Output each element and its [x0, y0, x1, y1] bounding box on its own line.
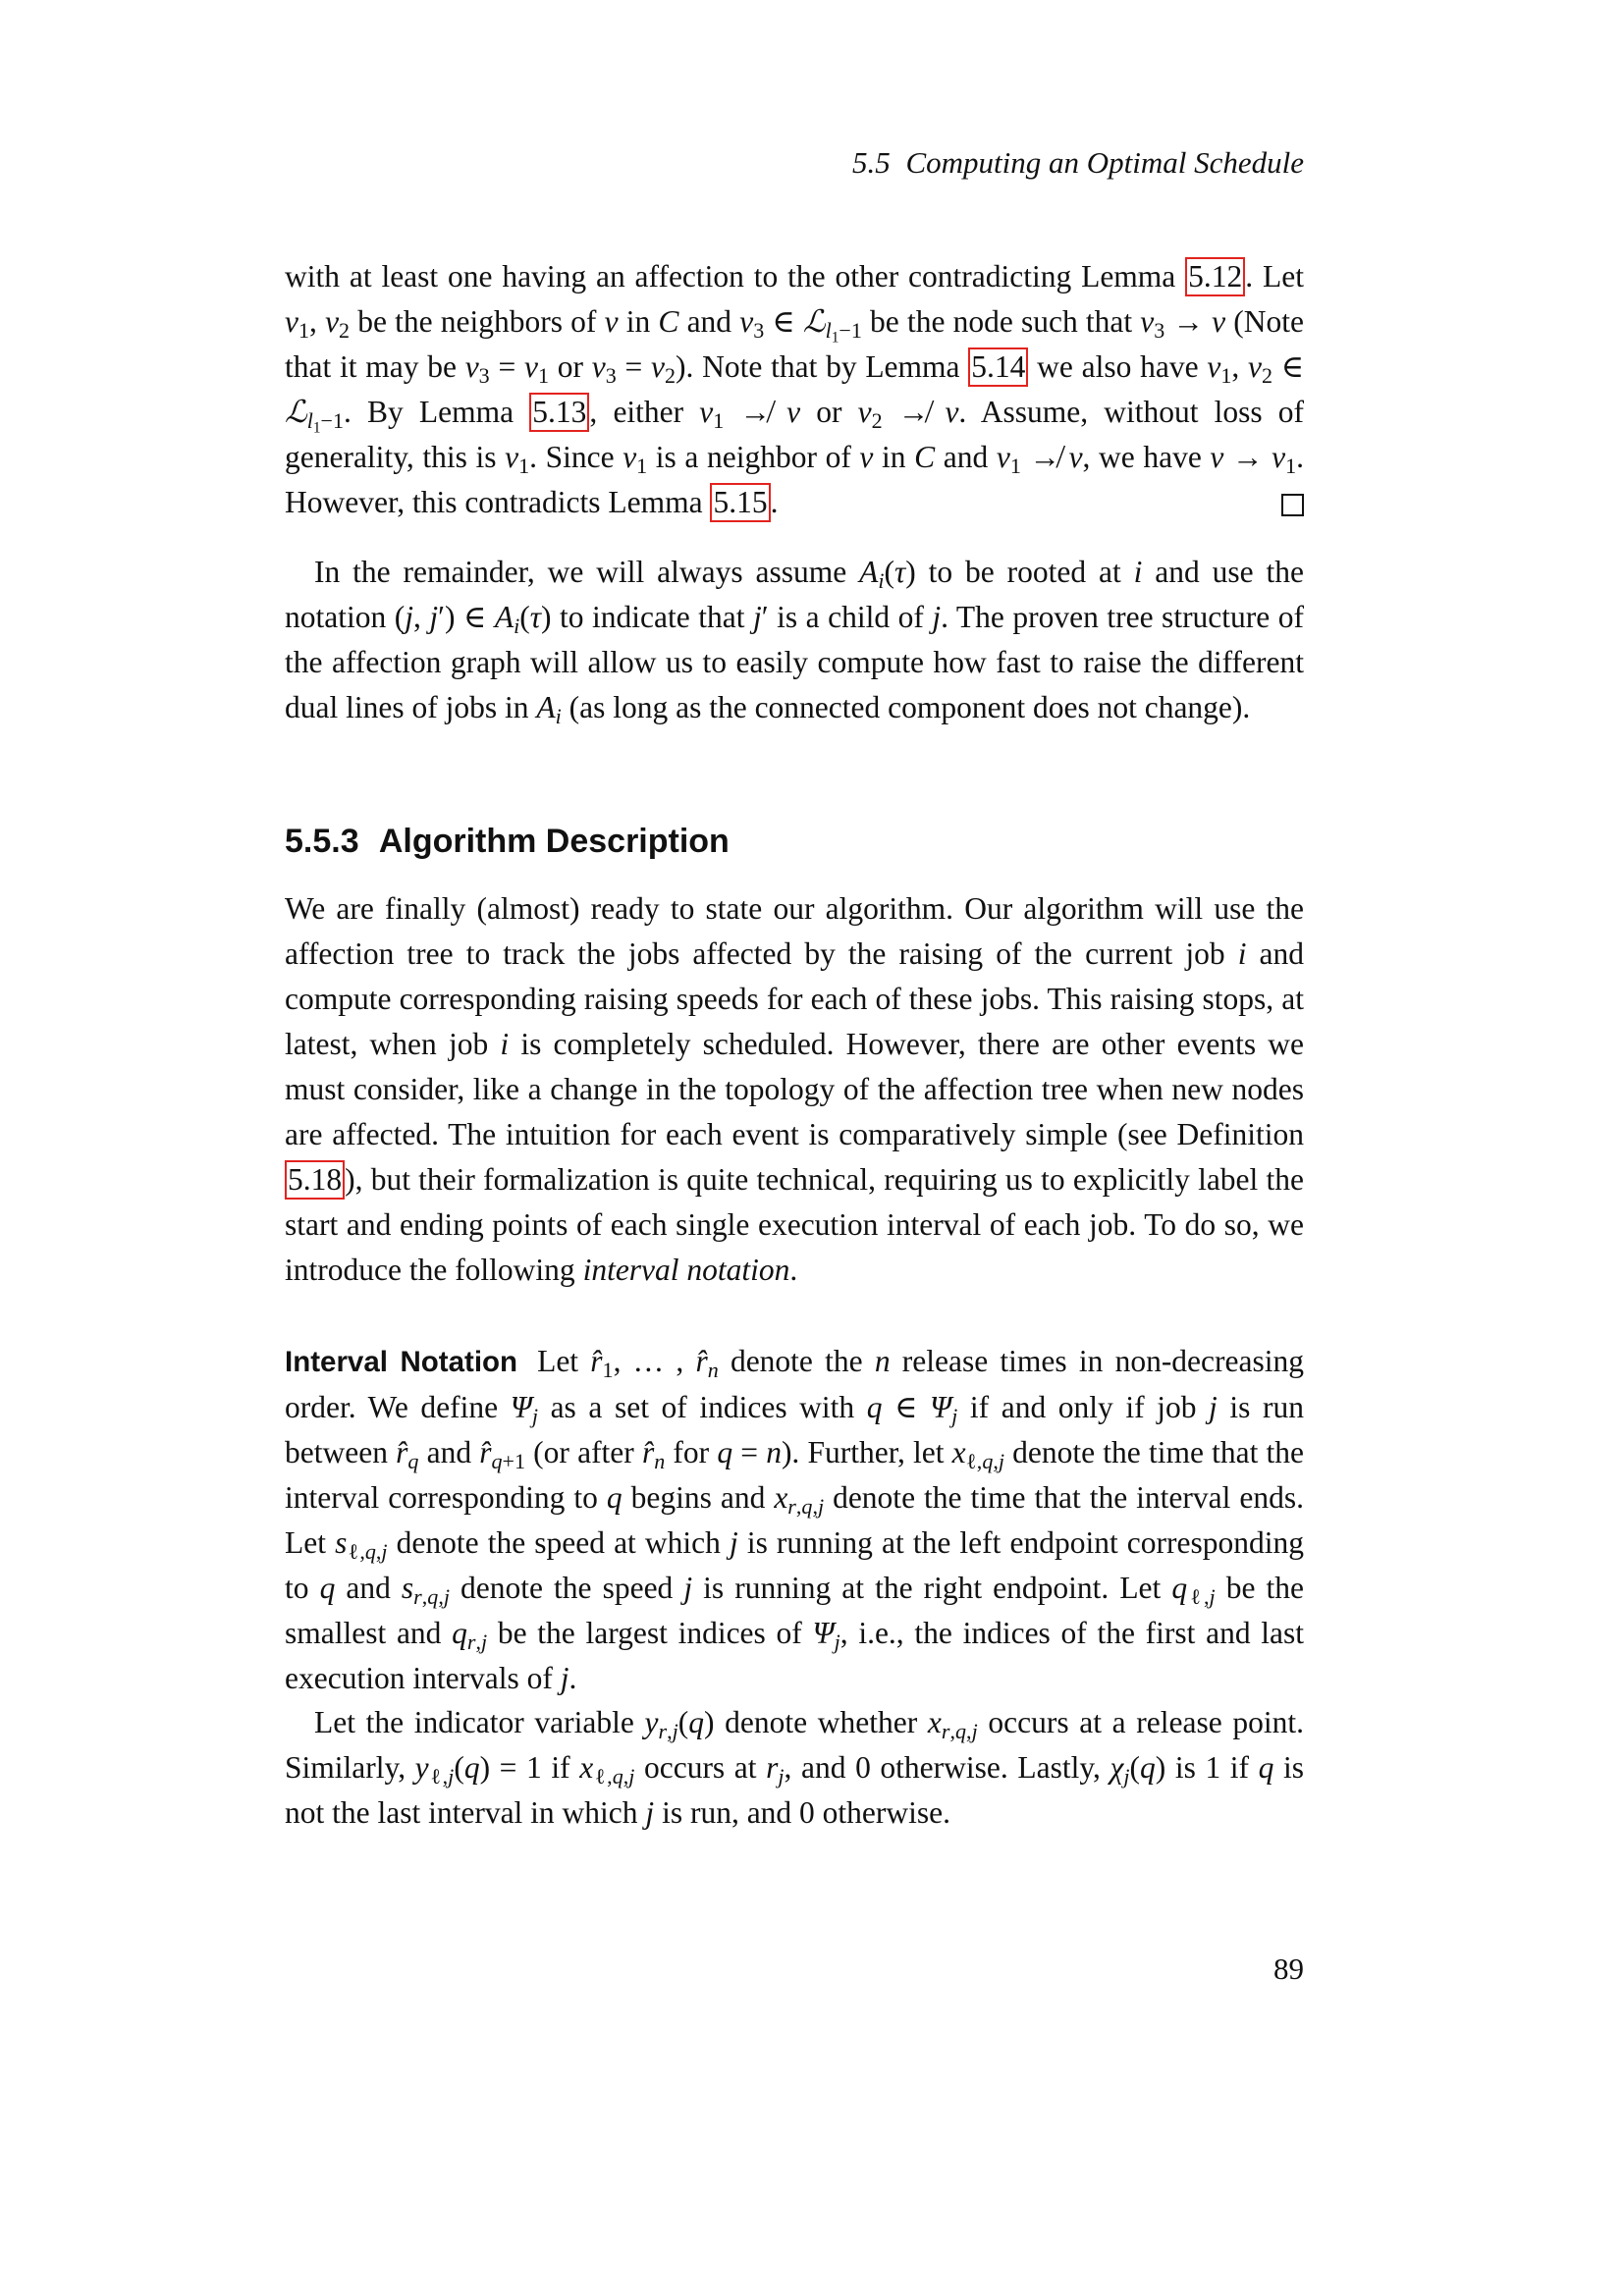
- section-number: 5.5.3: [285, 823, 359, 860]
- page-number: 89: [1273, 1951, 1304, 1986]
- section-heading: [285, 823, 730, 861]
- paragraph-heading: Interval Notation: [285, 1346, 518, 1378]
- header-section-number: 5.5: [851, 145, 891, 180]
- section-title: Algorithm Description: [378, 823, 730, 860]
- ref-lemma-5-12[interactable]: 5.12: [1185, 257, 1245, 296]
- header-section-title: Computing an Optimal Schedule: [905, 145, 1304, 180]
- body-paragraph: In the remainder, we will always assume $A_i(\tau)$ to be rooted at i and use the notation (j, j′) ∈ $A_i(\tau)$ to indicate that j′ is a child of j. The proven tree structure of the affection graph will allow us to easily compute how fast to raise the different dual lines of jobs in $A_i$ (as long as the connected component does not change).: [285, 555, 1305, 729]
- indicator-paragraph: Let the indicator variable $y_{r,j}(q)$ denote whether $x_{r,q,j}$ occurs at a release point. Similarly, $y_{\ell,j}(q) = 1$ if $x_{\ell,q,j}$ occurs at $r_j$, and 0 otherwise. Lastly, $\chi_j(q)$ is 1 if q is not the last interval in which j is run, and 0 otherwise.: [285, 1705, 1305, 1830]
- body-paragraph: We are finally (almost) ready to state our algorithm. Our algorithm will use the affection tree to track the jobs affected by the raising of the current job i and compute corresponding raising speeds for each of these jobs. This raising stops, at latest, when job i is completely scheduled. However, there are other events we must consider, like a change in the topology of the affection tree when new nodes are affected. The intuition for each event is comparatively simple (see Definition 5.18), but their formalization is quite technical, requiring us to explicitly label the start and ending points of each single execution interval of each job. To do so, we introduce the following interval notation.: [285, 891, 1305, 1287]
- running-header: [852, 145, 1304, 181]
- qed-square-icon: [1281, 494, 1304, 516]
- ref-lemma-5-15[interactable]: 5.15: [710, 483, 770, 522]
- proof-paragraph: with at least one having an affection to the other contradicting Lemma 5.12. Let $v_1$, $v_2$ be the neighbors of v in C and $v_3$ ∈ ℒ$_{l_1-1}$ be the node such that $v_3 \to v$ (Note that it may be $v_3 = v_1$ or $v_3 = v_2$). Note that by Lemma 5.14 we also have $v_1$, $v_2$ ∈ ℒ$_{l_1-1}$. By Lemma 5.13, either $v_1$ ↛ v or $v_2$ ↛ v. Assume, without loss of generality, this is $v_1$. Since $v_1$ is a neighbor of v in C and $v_1$ ↛ v, we have $v \to v_1$. However, this contradicts Lemma 5.15.: [285, 254, 1304, 525]
- ref-lemma-5-14[interactable]: 5.14: [968, 347, 1028, 387]
- interval-notation-paragraph: Interval Notation Let $r̂_1$, … , $r̂_n$ denote the n release times in non-decreasing order. We define $\Psi_j$ as a set of indices with q ∈ $\Psi_j$ if and only if job j is run between $r̂_q$ and $r̂_{q+1}$ (or after $r̂_n$ for q = n). Further, let $x_{\ell,q,j}$ denote the time that the interval corresponding to q begins and $x_{r,q,j}$ denote the time that the interval ends. Let $s_{\ell,q,j}$ denote the speed at which j is running at the left endpoint corresponding to q and $s_{r,q,j}$ denote the speed j is running at the right endpoint. Let $q_{\ell,j}$ be the smallest and $q_{r,j}$ be the largest indices of $\Psi_j$, i.e., the indices of the first and last execution intervals of j.: [285, 1344, 1305, 1695]
- ref-definition-5-18[interactable]: 5.18: [285, 1160, 345, 1200]
- ref-lemma-5-13[interactable]: 5.13: [529, 393, 589, 432]
